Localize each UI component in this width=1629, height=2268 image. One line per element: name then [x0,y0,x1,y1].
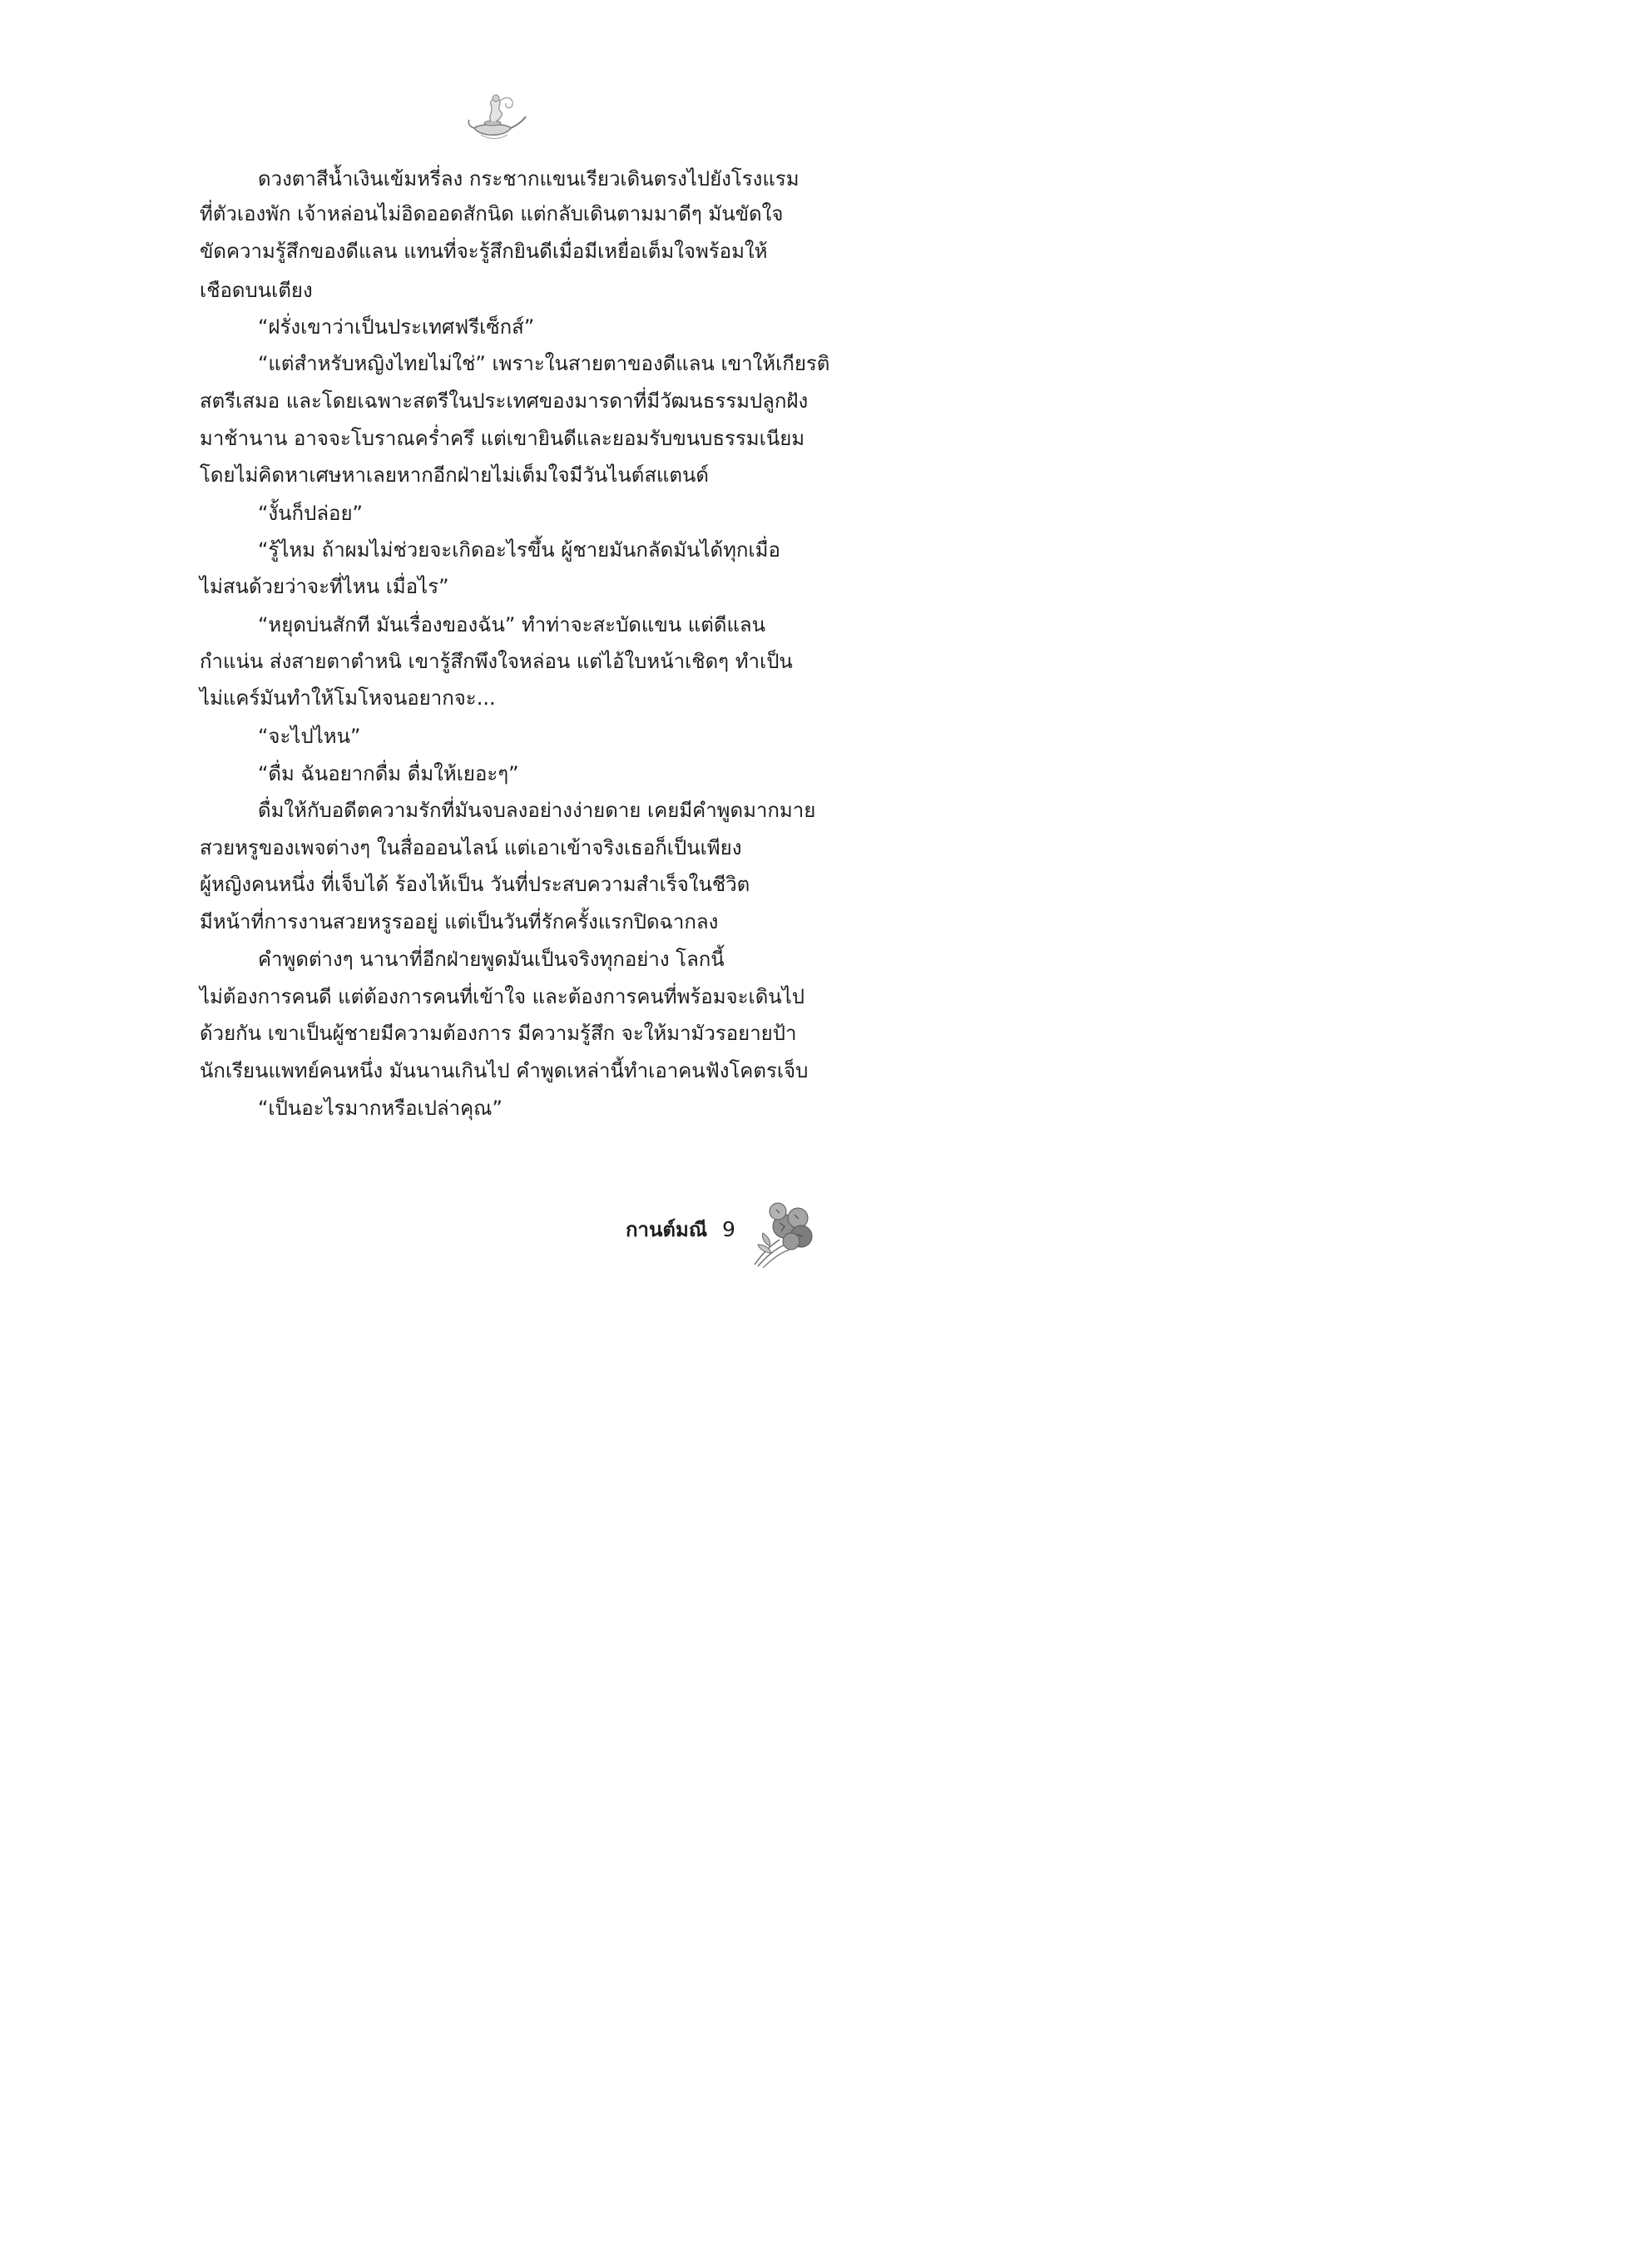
text-line: ไม่ต้องการคนดี แต่ต้องการคนที่เข้าใจ และต้องการคนที่พร้อมจะเดินไป [200,985,805,1008]
page-number: 9 [722,1217,735,1241]
dialogue-line: “เป็นอะไรมากหรือเปล่าคุณ” [258,1097,503,1120]
dialogue-line: “แต่สำหรับหญิงไทยไม่ใช่” เพราะในสายตาของดีแลน เขาให้เกียรติ [258,352,830,375]
text-line: โดยไม่คิดหาเศษหาเลยหากอีกฝ่ายไม่เต็มใจมีวันไนต์สแตนด์ [200,463,710,487]
story-text [0,0,948,1320]
text-line: เชือดบนเตียง [200,279,313,302]
dialogue-line: “จะไปไหน” [258,725,361,748]
dialogue-line: “งั้นก็ปล่อย” [258,502,363,525]
dialogue-line: “หยุดบ่นสักที มันเรื่องของฉัน” ทำท่าจะสะบัดแขน แต่ดีแลน [258,613,766,636]
text-line: ไม่แคร์มันทำให้โมโหจนอยากจะ... [200,686,496,710]
text-line: ขัดความรู้สึกของดีแลน แทนที่จะรู้สึกยินดีเมื่อมีเหยื่อเต็มใจพร้อมให้ [200,240,768,263]
text-line: นักเรียนแพทย์คนหนึ่ง มันนานเกินไป คำพูดเหล่านี้ทำเอาคนฟังโคตรเจ็บ [200,1059,809,1082]
dialogue-line: “ฝรั่งเขาว่าเป็นประเทศฟรีเซ็กส์” [258,315,535,339]
text-line: ด้วยกัน เขาเป็นผู้ชายมีความต้องการ มีความรู้สึก จะให้มามัวรอยายป้า [200,1022,797,1045]
text-line: ดื่มให้กับอดีตความรักที่มันจบลงอย่างง่ายดาย เคยมีคำพูดมากมาย [258,799,816,822]
dialogue-line: “ดื่ม ฉันอยากดื่ม ดื่มให้เยอะๆ” [258,762,519,785]
book-title: กานต์มณี [626,1218,708,1241]
text-line: ที่ตัวเองพัก เจ้าหล่อนไม่อิดออดสักนิด แต่กลับเดินตามมาดีๆ มันขัดใจ [200,202,784,225]
text-line: มีหน้าที่การงานสวยหรูรออยู่ แต่เป็นวันที่รักครั้งแรกปิดฉากลง [200,910,719,933]
text-line: คำพูดต่างๆ นานาที่อีกฝ่ายพูดมันเป็นจริงทุกอย่าง โลกนี้ [258,948,725,971]
text-line: สตรีเสมอ และโดยเฉพาะสตรีในประเทศของมารดาที่มีวัฒนธรรมปลูกฝัง [200,389,809,413]
flower-bouquet-ornament-icon [746,1198,818,1270]
book-page [0,0,948,1320]
text-line: กำแน่น ส่งสายตาตำหนิ เขารู้สึกพึงใจหล่อน แต่ไอ้ใบหน้าเชิดๆ ทำเป็น [200,650,793,673]
text-line: ผู้หญิงคนหนึ่ง ที่เจ็บได้ ร้องไห้เป็น วันที่ประสบความสำเร็จในชีวิต [200,873,750,896]
text-line: มาช้านาน อาจจะโบราณคร่ำครึ แต่เขายินดีและยอมรับขนบธรรมเนียม [200,427,805,450]
text-line: สวยหรูของเพจต่างๆ ในสื่อออนไลน์ แต่เอาเข้าจริงเธอก็เป็นเพียง [200,836,742,859]
text-line: ดวงตาสีน้ำเงินเข้มหรี่ลง กระชากแขนเรียวเดินตรงไปยังโรงแรม [258,167,800,191]
dialogue-line: “รู้ไหม ถ้าผมไม่ช่วยจะเกิดอะไรขึ้น ผู้ชายมันกลัดมันได้ทุกเมื่อ [258,538,780,562]
text-line: ไม่สนด้วยว่าจะที่ไหน เมื่อไร” [200,575,449,598]
